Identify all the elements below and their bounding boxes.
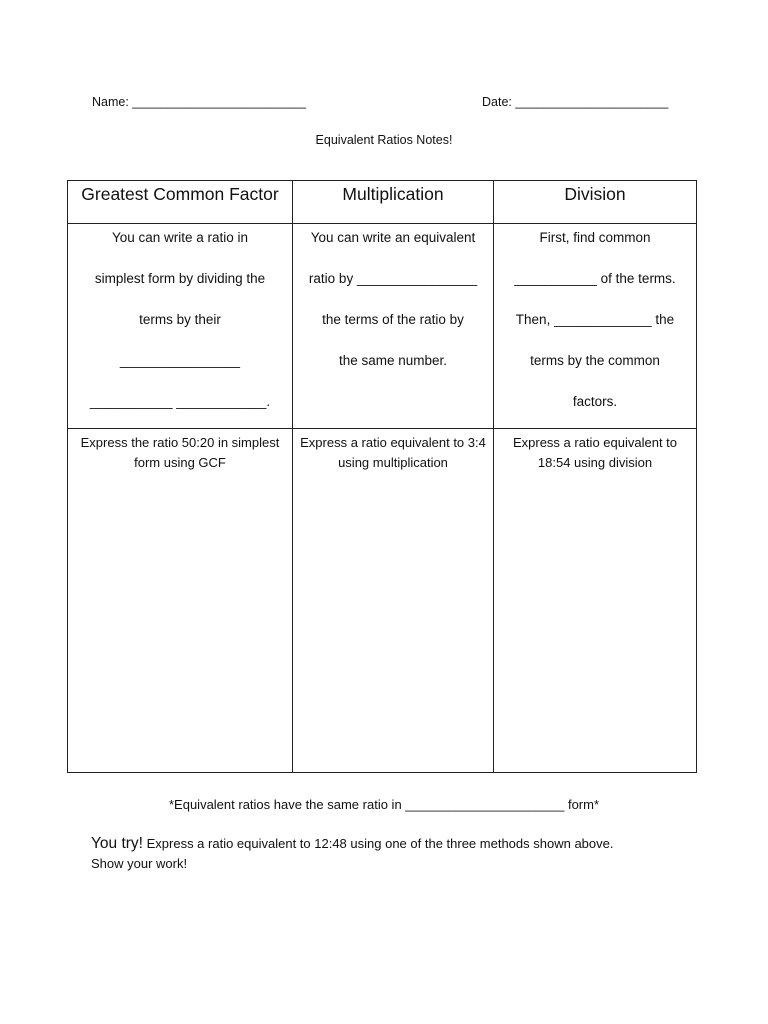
you-try-label: You try! bbox=[91, 835, 143, 852]
you-try-line bbox=[91, 834, 691, 854]
you-try-text: Express a ratio equivalent to 12:48 using one of the three methods shown above. bbox=[143, 836, 614, 851]
definition-line: You can write an equivalent bbox=[310, 230, 476, 245]
division-definition-cell bbox=[494, 224, 697, 429]
you-try-section bbox=[91, 834, 691, 874]
date-field: Date: ______________________ bbox=[482, 95, 669, 109]
definition-line: factors. bbox=[572, 394, 618, 409]
methods-table bbox=[67, 180, 697, 773]
division-example-cell[interactable] bbox=[494, 429, 697, 773]
definition-line: the same number. bbox=[338, 353, 448, 368]
definition-line: ___________ of the terms. bbox=[514, 271, 676, 286]
gcf-definition-cell bbox=[68, 224, 293, 429]
example-prompt: Express the ratio 50:20 in simplest form using GCF bbox=[80, 435, 280, 470]
page-title: Equivalent Ratios Notes! bbox=[315, 133, 453, 147]
example-prompt: Express a ratio equivalent to 18:54 using division bbox=[512, 435, 678, 470]
multiplication-definition-cell bbox=[293, 224, 494, 429]
definition-line: simplest form by dividing the bbox=[94, 271, 266, 286]
column-heading-division: Division bbox=[494, 181, 697, 224]
multiplication-example-cell[interactable] bbox=[293, 429, 494, 773]
definition-row bbox=[68, 224, 697, 429]
definition-blank-line: ___________ ____________. bbox=[89, 394, 271, 409]
definition-line: You can write a ratio in bbox=[111, 230, 249, 245]
example-prompt: Express a ratio equivalent to 3:4 using multiplication bbox=[300, 435, 486, 470]
column-heading-gcf: Greatest Common Factor bbox=[68, 181, 293, 224]
definition-line: terms by their bbox=[139, 312, 221, 327]
definition-blank-line: ________________ bbox=[119, 353, 241, 368]
you-try-instruction: Show your work! bbox=[91, 856, 188, 871]
definition-line: the terms of the ratio by bbox=[322, 312, 464, 327]
definition-line: terms by the common bbox=[530, 353, 660, 368]
footnote: *Equivalent ratios have the same ratio in ______________________ form* bbox=[168, 797, 600, 812]
example-row bbox=[68, 429, 697, 773]
name-field: Name: _________________________ bbox=[92, 95, 307, 109]
gcf-example-cell[interactable] bbox=[68, 429, 293, 773]
definition-line: First, find common bbox=[539, 230, 651, 245]
column-heading-multiplication: Multiplication bbox=[293, 181, 494, 224]
definition-line: ratio by ________________ bbox=[308, 271, 478, 286]
definition-line: Then, _____________ the bbox=[515, 312, 675, 327]
